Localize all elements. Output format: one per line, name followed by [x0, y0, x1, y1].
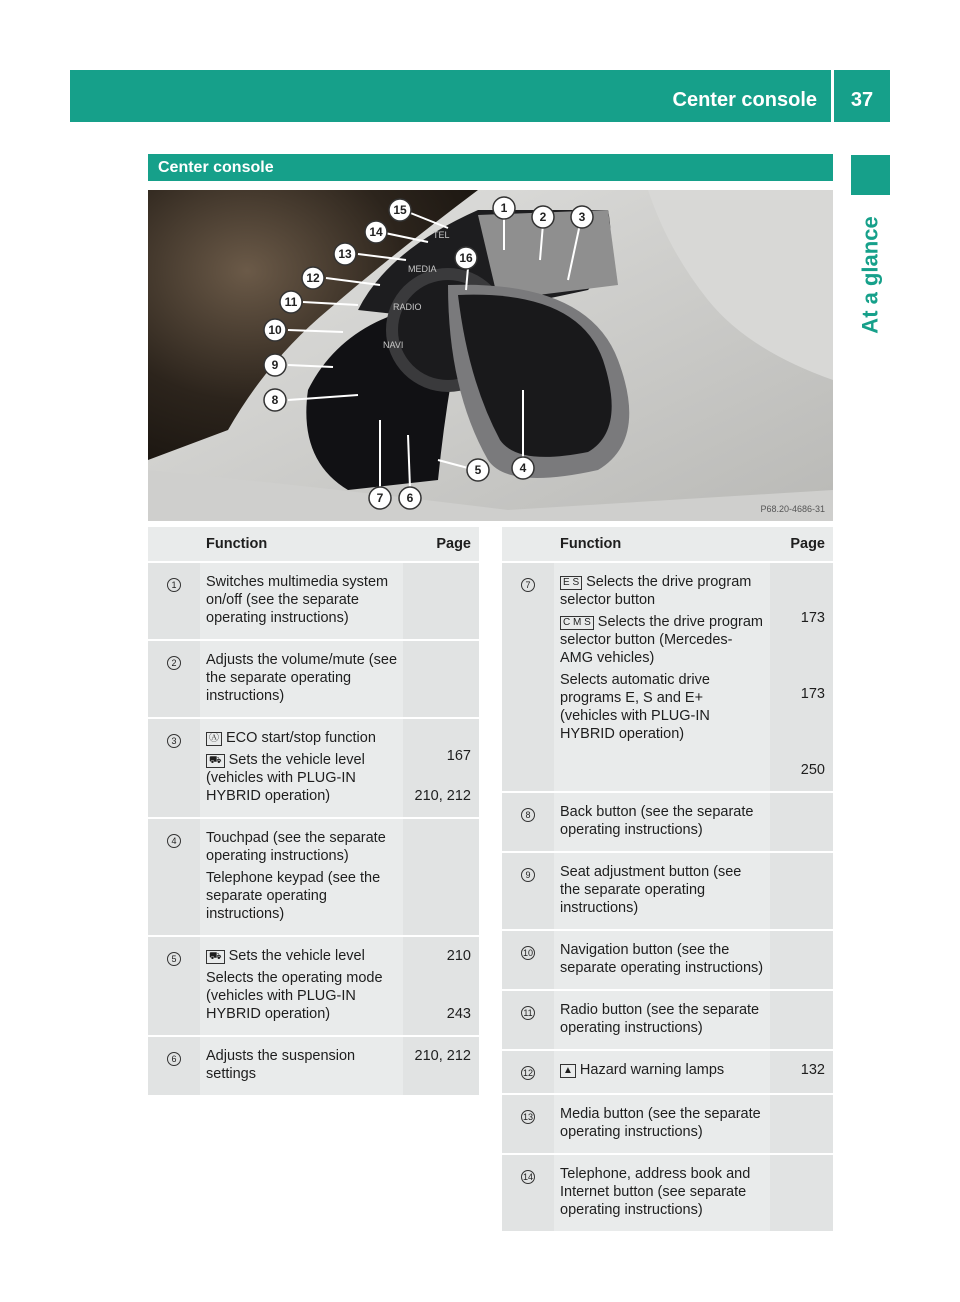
navi-label: NAVI: [383, 340, 404, 350]
callout-8: [264, 389, 286, 411]
callout-2: [532, 206, 554, 228]
drive-program-icon: E S: [560, 576, 582, 590]
svg-text:1: 1: [500, 201, 508, 215]
row-function: Radio button (see the separate operating instructions): [554, 990, 770, 1050]
row-page: [770, 792, 833, 852]
tel-label: TEL: [433, 230, 450, 240]
page-header: Page: [770, 527, 833, 562]
table-header-row: [502, 527, 833, 562]
row-number: 11: [502, 990, 554, 1050]
svg-text:3: 3: [578, 210, 586, 224]
side-tab-label: At a glance: [858, 216, 883, 334]
table-row: [502, 990, 833, 1050]
table-row: [148, 640, 479, 718]
callout-5: [467, 459, 489, 481]
table-header-row: [148, 527, 479, 562]
table-row: [502, 1094, 833, 1154]
callout-15: [389, 199, 411, 221]
console-illustration: [148, 190, 833, 521]
number-header: [148, 527, 200, 562]
row-page: 210, 212: [403, 1036, 479, 1096]
callout-9: [264, 354, 286, 376]
callout-1: [493, 197, 515, 219]
radio-label: RADIO: [393, 302, 422, 312]
row-number: 2: [148, 640, 200, 718]
row-page: [770, 1154, 833, 1232]
vehicle-level-icon: ⛟: [206, 754, 225, 768]
svg-text:8: 8: [271, 393, 279, 407]
photo-credit: P68.20-4686-31: [760, 504, 825, 514]
row-function: Navigation button (see the separate operating instructions): [554, 930, 770, 990]
row-function: Switches multimedia system on/off (see the separate operating instructions): [200, 562, 403, 640]
functions-table-left: [148, 527, 479, 1097]
callout-14: [365, 221, 387, 243]
svg-text:12: 12: [306, 271, 320, 285]
row-function: ⛟ Sets the vehicle level Selects the operating mode (vehicles with PLUG-IN HYBRID operation): [200, 936, 403, 1036]
row-number: 5: [148, 936, 200, 1036]
table-row: [502, 930, 833, 990]
functions-table-right: [502, 527, 833, 1233]
row-number: 1: [148, 562, 200, 640]
page-header: Page: [403, 527, 479, 562]
row-function: Adjusts the suspension settings: [200, 1036, 403, 1096]
row-page: [770, 990, 833, 1050]
side-tab-marker: [851, 155, 890, 195]
row-function: Touchpad (see the separate operating instructions) Telephone keypad (see the separate operating instructions): [200, 818, 403, 936]
row-function: Adjusts the volume/mute (see the separate operating instructions): [200, 640, 403, 718]
row-page: [770, 930, 833, 990]
number-header: [502, 527, 554, 562]
callout-13: [334, 243, 356, 265]
row-page: 210 243: [403, 936, 479, 1036]
callout-12: [302, 267, 324, 289]
svg-text:7: 7: [376, 491, 384, 505]
row-page: [770, 1094, 833, 1154]
svg-text:13: 13: [338, 247, 352, 261]
svg-text:10: 10: [268, 323, 282, 337]
table-row: [502, 1154, 833, 1232]
row-number: 6: [148, 1036, 200, 1096]
table-row: [502, 792, 833, 852]
row-function: Ⓐ ECO start/stop function ⛟ Sets the vehicle level (vehicles with PLUG-IN HYBRID operation): [200, 718, 403, 818]
function-header: Function: [554, 527, 770, 562]
callout-3: [571, 206, 593, 228]
svg-text:11: 11: [284, 295, 298, 309]
function-header: Function: [200, 527, 403, 562]
center-console-photo: [148, 190, 833, 521]
callout-11: [280, 291, 302, 313]
media-label: MEDIA: [408, 264, 437, 274]
row-function: ▲ Hazard warning lamps: [554, 1050, 770, 1094]
callout-16: [455, 247, 477, 269]
table-row: [148, 562, 479, 640]
row-page: [403, 818, 479, 936]
table-row: [502, 1050, 833, 1094]
row-function: Seat adjustment button (see the separate operating instructions): [554, 852, 770, 930]
row-number: 7: [502, 562, 554, 792]
svg-text:9: 9: [271, 358, 279, 372]
table-row: [148, 1036, 479, 1096]
svg-text:16: 16: [459, 251, 473, 265]
svg-text:15: 15: [393, 203, 407, 217]
vehicle-level-icon: ⛟: [206, 950, 225, 964]
table-row: [502, 562, 833, 792]
section-title: Center console: [158, 159, 274, 176]
table-row: [148, 818, 479, 936]
row-number: 4: [148, 818, 200, 936]
svg-text:6: 6: [406, 491, 414, 505]
page-number: 37: [850, 89, 874, 111]
eco-start-stop-icon: Ⓐ: [206, 732, 222, 746]
row-page: 173 173 250: [770, 562, 833, 792]
callout-6: [399, 487, 421, 509]
row-function: Telephone, address book and Internet button (see separate operating instructions): [554, 1154, 770, 1232]
callout-7: [369, 487, 391, 509]
row-number: 9: [502, 852, 554, 930]
row-function: E S Selects the drive program selector button C M S Selects the drive program selector button (Mercedes-AMG vehicles) Selects automatic drive programs E, S and E+ (vehicles with PLUG-IN HYBRID operation): [554, 562, 770, 792]
callout-10: [264, 319, 286, 341]
callout-4: [512, 457, 534, 479]
row-function: Back button (see the separate operating instructions): [554, 792, 770, 852]
row-number: 8: [502, 792, 554, 852]
svg-text:2: 2: [539, 210, 547, 224]
table-row: [148, 936, 479, 1036]
svg-text:14: 14: [369, 225, 383, 239]
row-number: 3: [148, 718, 200, 818]
svg-text:4: 4: [519, 461, 527, 475]
row-number: 10: [502, 930, 554, 990]
svg-text:5: 5: [474, 463, 482, 477]
row-number: 14: [502, 1154, 554, 1232]
row-page: 167 210, 212: [403, 718, 479, 818]
table-row: [502, 852, 833, 930]
row-page: 132: [770, 1050, 833, 1094]
row-page: [403, 640, 479, 718]
row-page: [770, 852, 833, 930]
hazard-warning-icon: ▲: [560, 1064, 576, 1078]
row-number: 13: [502, 1094, 554, 1154]
amg-drive-program-icon: C M S: [560, 616, 594, 630]
row-number: 12: [502, 1050, 554, 1094]
row-page: [403, 562, 479, 640]
row-function: Media button (see the separate operating instructions): [554, 1094, 770, 1154]
table-row: [148, 718, 479, 818]
chapter-title: Center console: [672, 89, 817, 111]
